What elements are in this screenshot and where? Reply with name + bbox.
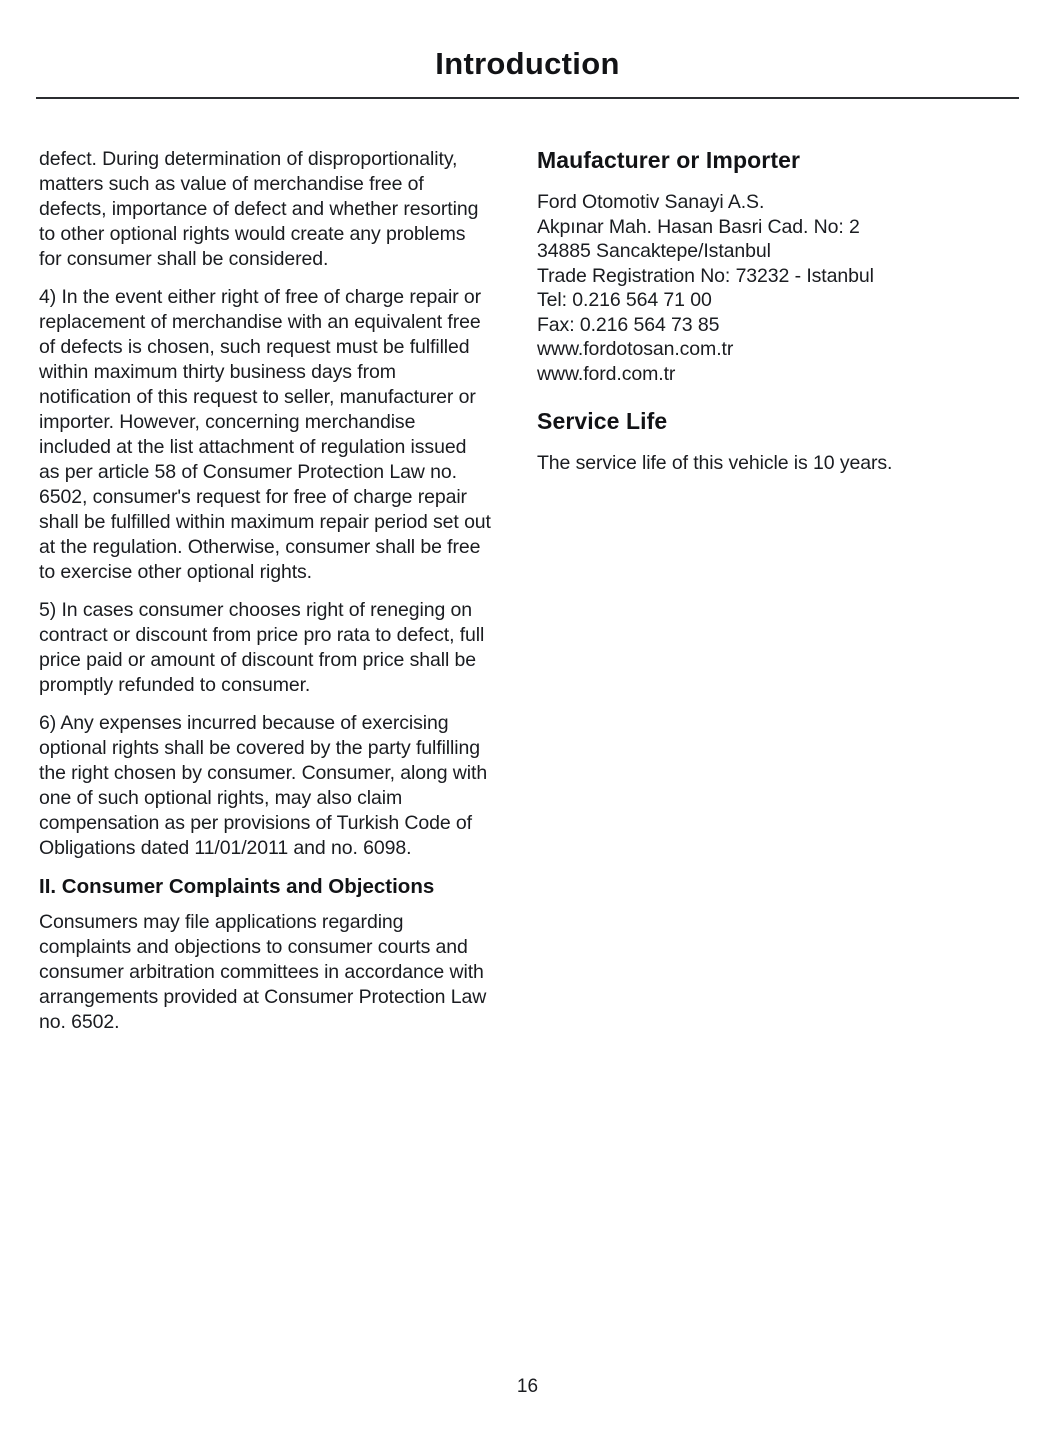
manufacturer-website-line: www.ford.com.tr [537,362,676,385]
content-columns [0,99,1055,1048]
heading-service-life: Service Life [537,408,668,434]
page-number: 16 [516,1376,539,1397]
manufacturer-fax-line: Fax: 0.216 564 73 85 [537,313,720,336]
paragraph-disproportionality: defect. During determination of disproportionality, matters such as value of merchandise free of defects, importance of defect and whether resorting to other optional rights would create any problems for consumer shall be considered. [39,148,479,270]
paragraph-service-life: The service life of this vehicle is 10 years. [537,452,893,474]
paragraph-item-5: 5) In cases consumer chooses right of reneging on contract or discount from price pro rata to defect, full price paid or amount of discount from price shall be promptly refunded to consumer. [39,599,485,696]
paragraph-item-4: 4) In the event either right of free of charge repair or replacement of merchandise with an equivalent free of defects is chosen, such request must be fulfilled within maximum thirty business days from notification of this request to seller, manufacturer or importer. However, concerning merchandise included at the list attachment of regulation issued as per article 58 of Consumer Protection Law no. 6502, consumer's request for free of charge repair shall be fulfilled within maximum repair period set out at the regulation. Otherwise, consumer shall be free to exercise other optional rights. [39,286,491,583]
manufacturer-website-line: www.fordotosan.com.tr [537,338,734,360]
paragraph-item-6: 6) Any expenses incurred because of exercising optional rights shall be covered by the party fulfilling the right chosen by consumer. Consumer, along with one of such optional rights, may also claim compensation as per provisions of Turkish Code of Obligations dated 11/01/2011 and no. 6098. [39,712,488,859]
paragraph-complaints: Consumers may file applications regarding complaints and objections to consumer courts and consumer arbitration committees in accordance with arrangements provided at Consumer Protection Law no. 6502. [39,911,487,1033]
manufacturer-address-line: Trade Registration No: 73232 - Istanbul [537,264,874,287]
page-title: Introduction [435,46,620,81]
manufacturer-address-line: Akpınar Mah. Hasan Basri Cad. No: 2 [537,215,860,238]
manufacturer-address-line: Ford Otomotiv Sanayi A.S. [537,191,765,213]
right-column [537,147,1019,1048]
page-header [0,0,1055,99]
heading-manufacturer-or-importer: Maufacturer or Importer [537,147,801,173]
manufacturer-address-line: 34885 Sancaktepe/Istanbul [537,240,771,262]
page-footer [0,1376,1055,1398]
subheading-consumer-complaints: II. Consumer Complaints and Objections [39,875,435,898]
manufacturer-phone-line: Tel: 0.216 564 71 00 [537,289,712,311]
left-column [39,147,491,1048]
